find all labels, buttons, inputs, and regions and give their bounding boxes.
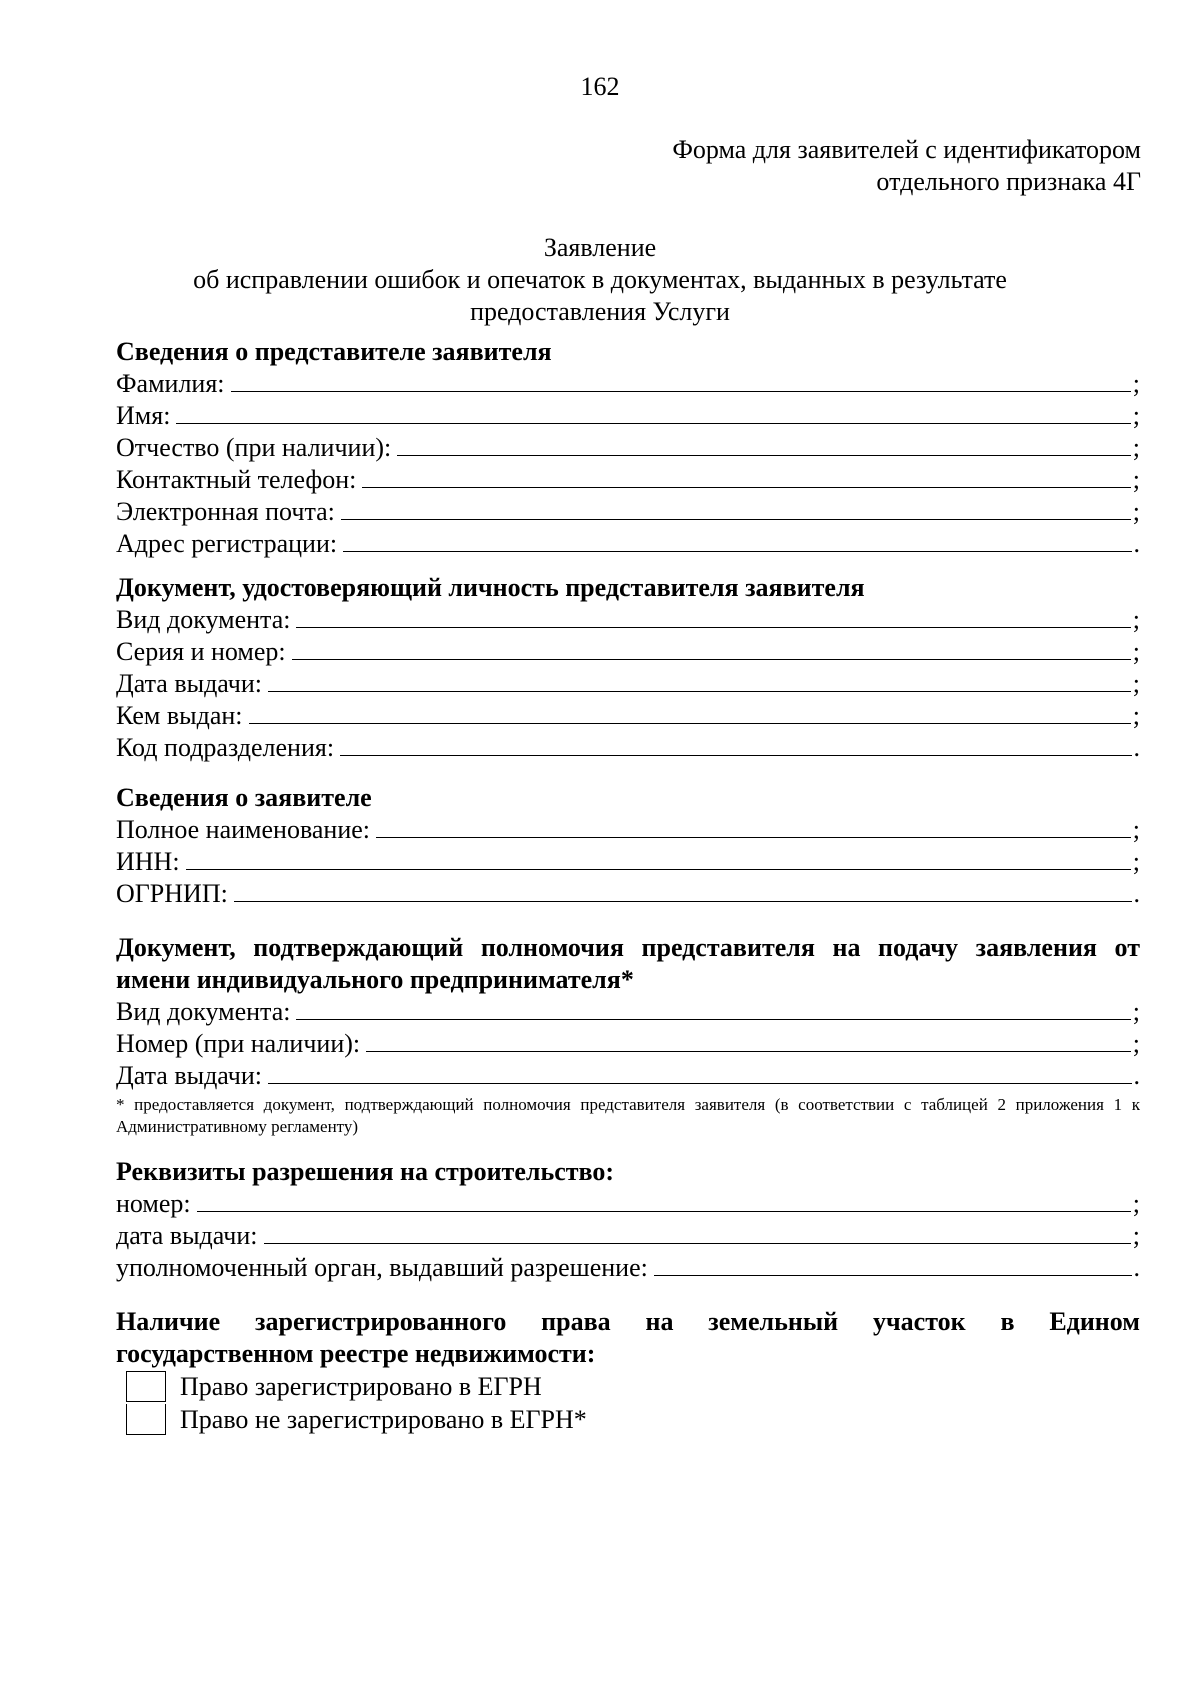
- form-type-line: Форма для заявителей с идентификатором: [672, 135, 1141, 164]
- field-label: Вид документа:: [116, 605, 291, 634]
- checkbox-not-registered[interactable]: [126, 1404, 166, 1435]
- authority-doc-date-input[interactable]: [268, 1062, 1131, 1084]
- phone-input[interactable]: [362, 466, 1130, 488]
- doc-type-field: [116, 604, 1140, 636]
- first-name-input[interactable]: [176, 402, 1130, 424]
- full-name-input[interactable]: [376, 816, 1131, 838]
- permit-date-input[interactable]: [264, 1222, 1131, 1244]
- field-terminator: ;: [1132, 701, 1140, 730]
- title-line: предоставления Услуги: [470, 297, 730, 326]
- field-label: ИНН:: [116, 847, 180, 876]
- authority-doc-type-input[interactable]: [296, 998, 1130, 1020]
- inn-input[interactable]: [186, 848, 1131, 870]
- registration-address-field: [116, 528, 1140, 560]
- field-label: номер:: [116, 1189, 191, 1218]
- division-code-field: [116, 732, 1140, 764]
- first-name-field: [116, 400, 1140, 432]
- title-line: об исправлении ошибок и опечаток в документах, выданных в результате: [193, 265, 1007, 294]
- applicant-section: [116, 782, 1140, 910]
- field-label: Электронная почта:: [116, 497, 335, 526]
- form-type-line: отдельного признака 4Г: [876, 167, 1141, 196]
- issue-date-input[interactable]: [268, 670, 1131, 692]
- field-terminator: ;: [1132, 497, 1140, 526]
- field-terminator: ;: [1132, 997, 1140, 1026]
- patronymic-input[interactable]: [397, 434, 1131, 456]
- ogrnip-field: [116, 878, 1140, 910]
- permit-authority-field: [116, 1252, 1140, 1284]
- authority-doc-date-field: [116, 1060, 1140, 1092]
- field-terminator: .: [1133, 879, 1140, 908]
- surname-field: [116, 368, 1140, 400]
- authority-doc-number-field: [116, 1028, 1140, 1060]
- field-label: Имя:: [116, 401, 171, 430]
- authority-doc-type-field: [116, 996, 1140, 1028]
- permit-date-field: [116, 1220, 1140, 1252]
- email-field: [116, 496, 1140, 528]
- doc-type-input[interactable]: [296, 606, 1130, 628]
- issued-by-field: [116, 700, 1140, 732]
- option-not-registered[interactable]: [116, 1403, 1140, 1436]
- ogrnip-input[interactable]: [234, 880, 1132, 902]
- division-code-input[interactable]: [340, 734, 1131, 756]
- field-terminator: ;: [1132, 1189, 1140, 1218]
- option-label: Право зарегистрировано в ЕГРН: [180, 1371, 542, 1401]
- form-type-note: [672, 134, 1141, 198]
- field-label: ОГРНИП:: [116, 879, 228, 908]
- permit-section: [116, 1156, 1140, 1284]
- option-label: Право не зарегистрировано в ЕГРН*: [180, 1404, 587, 1434]
- field-label: Дата выдачи:: [116, 1061, 263, 1090]
- rep-identity-doc-section: [116, 572, 1140, 764]
- field-terminator: ;: [1132, 1221, 1140, 1250]
- field-label: Вид документа:: [116, 997, 291, 1026]
- inn-field: [116, 846, 1140, 878]
- field-label: уполномоченный орган, выдавший разрешение:: [116, 1253, 648, 1282]
- field-terminator: ;: [1132, 433, 1140, 462]
- series-number-field: [116, 636, 1140, 668]
- series-number-input[interactable]: [292, 638, 1131, 660]
- section-heading: Сведения о заявителе: [116, 783, 372, 812]
- field-label: Кем выдан:: [116, 701, 243, 730]
- field-label: Серия и номер:: [116, 637, 286, 666]
- field-label: Фамилия:: [116, 369, 225, 398]
- phone-field: [116, 464, 1140, 496]
- option-registered[interactable]: [116, 1370, 1140, 1403]
- field-label: Отчество (при наличии):: [116, 433, 392, 462]
- land-rights-section: [116, 1306, 1140, 1436]
- permit-number-field: [116, 1188, 1140, 1220]
- field-label: Номер (при наличии):: [116, 1029, 361, 1058]
- field-terminator: ;: [1132, 369, 1140, 398]
- page-number: 162: [580, 72, 620, 101]
- field-terminator: ;: [1132, 605, 1140, 634]
- field-terminator: ;: [1132, 815, 1140, 844]
- field-terminator: ;: [1132, 1029, 1140, 1058]
- field-terminator: ;: [1132, 401, 1140, 430]
- field-terminator: .: [1133, 1253, 1140, 1282]
- document-title: [0, 232, 1200, 328]
- registration-address-input[interactable]: [343, 530, 1131, 552]
- full-name-field: [116, 814, 1140, 846]
- section-heading: Документ, удостоверяющий личность представителя заявителя: [116, 573, 865, 602]
- permit-number-input[interactable]: [197, 1190, 1131, 1212]
- field-label: Полное наименование:: [116, 815, 371, 844]
- title-line: Заявление: [543, 233, 657, 262]
- checkbox-registered[interactable]: [126, 1371, 166, 1402]
- representative-section: [116, 336, 1140, 560]
- patronymic-field: [116, 432, 1140, 464]
- section-heading: Сведения о представителе заявителя: [116, 337, 552, 366]
- field-label: дата выдачи:: [116, 1221, 258, 1250]
- field-label: Контактный телефон:: [116, 465, 357, 494]
- surname-input[interactable]: [231, 370, 1131, 392]
- authority-doc-number-input[interactable]: [366, 1030, 1131, 1052]
- section-heading: Реквизиты разрешения на строительство:: [116, 1157, 615, 1186]
- field-terminator: ;: [1132, 465, 1140, 494]
- section-heading: Документ, подтверждающий полномочия представителя на подачу заявления от имени индивидуального предпринимателя*: [116, 933, 1140, 994]
- field-terminator: ;: [1132, 669, 1140, 698]
- field-terminator: ;: [1132, 847, 1140, 876]
- field-label: Адрес регистрации:: [116, 529, 338, 558]
- permit-authority-input[interactable]: [654, 1254, 1132, 1276]
- footnote: * предоставляется документ, подтверждающий полномочия представителя заявителя (в соответствии с таблицей 2 приложения 1 к Административному регламенту): [116, 1095, 1140, 1136]
- authority-doc-section: [116, 932, 1140, 1138]
- field-terminator: .: [1133, 529, 1140, 558]
- issued-by-input[interactable]: [249, 702, 1131, 724]
- field-terminator: .: [1133, 1061, 1140, 1090]
- section-heading: Наличие зарегистрированного права на земельный участок в Едином государственном реестре недвижимости:: [116, 1307, 1140, 1368]
- field-terminator: .: [1133, 733, 1140, 762]
- email-input[interactable]: [341, 498, 1131, 520]
- field-terminator: ;: [1132, 637, 1140, 666]
- issue-date-field: [116, 668, 1140, 700]
- field-label: Код подразделения:: [116, 733, 335, 762]
- field-label: Дата выдачи:: [116, 669, 263, 698]
